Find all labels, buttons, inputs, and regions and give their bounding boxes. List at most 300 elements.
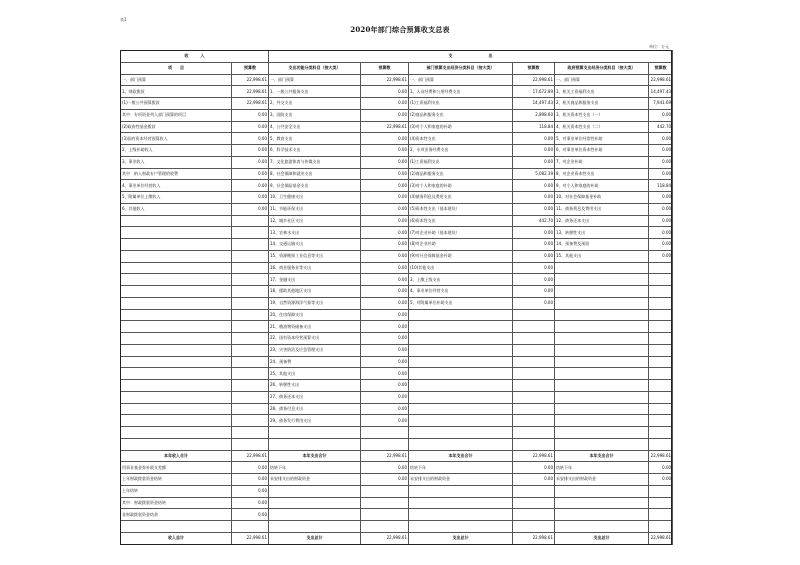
- page-title: 2020年部门综合预算收支总表: [350, 25, 450, 34]
- item-cell: 9、社会保险基金支出: [269, 180, 361, 192]
- table-row: [121, 474, 673, 486]
- item-cell: [555, 321, 649, 333]
- table-row: [121, 121, 673, 133]
- item-cell: (3)对个人和家庭的补助: [409, 121, 513, 133]
- amount-cell: [649, 333, 673, 345]
- amount-cell: [232, 309, 269, 321]
- item-cell: 一、部门预算: [269, 74, 361, 86]
- amount-cell: [649, 297, 673, 309]
- item-cell: 未安排支出的财政资金: [269, 474, 361, 486]
- amount-cell: 0.00: [513, 297, 555, 309]
- col-func-header: 支出功能分类科目（按大类）: [269, 62, 361, 74]
- item-cell: [555, 391, 649, 403]
- amount-cell: 0.00: [361, 86, 409, 98]
- item-cell: 21、粮油物资储备支出: [269, 321, 361, 333]
- amount-cell: [649, 403, 673, 415]
- item-cell: 一、部门预算: [555, 74, 649, 86]
- amount-cell: 0.00: [361, 192, 409, 204]
- item-cell: [409, 485, 513, 497]
- amount-cell: 442.70: [513, 215, 555, 227]
- item-cell: 结转下年: [269, 462, 361, 474]
- amount-cell: 0.00: [232, 474, 269, 486]
- item-cell: 3、事业收入: [121, 156, 232, 168]
- item-cell: (3)对个人和家庭的补助: [409, 180, 513, 192]
- table-row: [121, 192, 673, 204]
- table-number-label: 表1: [120, 17, 127, 22]
- amount-cell: 0.00: [361, 368, 409, 380]
- amount-cell: 0.00: [361, 391, 409, 403]
- item-cell: 22、国有资本经营预算支出: [269, 333, 361, 345]
- amount-cell: [649, 344, 673, 356]
- amount-cell: [513, 391, 555, 403]
- amount-cell: 118.84: [649, 180, 673, 192]
- item-cell: [121, 321, 232, 333]
- item-cell: 支出总计: [269, 532, 361, 544]
- item-cell: [121, 403, 232, 415]
- item-cell: 18、援助其他地区支出: [269, 286, 361, 298]
- item-cell: 上年财政拨款资金结转: [121, 474, 232, 486]
- amount-cell: 22,998.61: [361, 121, 409, 133]
- amount-cell: 0.00: [649, 250, 673, 262]
- amount-cell: 0.00: [232, 121, 269, 133]
- item-cell: 支出总计: [555, 532, 649, 544]
- item-cell: 1、财政拨款: [121, 86, 232, 98]
- amount-cell: 2,898.60: [513, 109, 555, 121]
- item-cell: 其中：专项资金列入部门预算的项目: [121, 109, 232, 121]
- table-row: [121, 168, 673, 180]
- item-cell: 支出总计: [409, 532, 513, 544]
- item-cell: 14、交通运输支出: [269, 239, 361, 251]
- table-row: [121, 215, 673, 227]
- item-cell: 结转下年: [555, 462, 649, 474]
- amount-cell: 0.00: [513, 250, 555, 262]
- amount-cell: 0.00: [361, 227, 409, 239]
- col-budget-header: 预算数: [649, 62, 673, 74]
- item-cell: 10、卫生健康支出: [269, 192, 361, 204]
- amount-cell: 14,497.43: [649, 86, 673, 98]
- table-row: [121, 309, 673, 321]
- item-cell: [555, 509, 649, 521]
- amount-cell: [513, 380, 555, 392]
- amount-cell: 0.00: [513, 203, 555, 215]
- amount-cell: [232, 215, 269, 227]
- item-cell: 12、债务还本支出: [555, 215, 649, 227]
- amount-cell: [649, 286, 673, 298]
- amount-cell: [361, 485, 409, 497]
- item-cell: 1、一般公共服务支出: [269, 86, 361, 98]
- item-cell: [121, 227, 232, 239]
- item-cell: [269, 485, 361, 497]
- amount-cell: 22,998.61: [361, 532, 409, 544]
- amount-cell: [232, 250, 269, 262]
- amount-cell: [649, 356, 673, 368]
- item-cell: 29、债务发行费用支出: [269, 415, 361, 427]
- amount-cell: [649, 485, 673, 497]
- item-cell: (2)商品和服务支出: [409, 168, 513, 180]
- amount-cell: 0.00: [361, 274, 409, 286]
- item-cell: [121, 215, 232, 227]
- amount-cell: [361, 438, 409, 450]
- table-row: [121, 391, 673, 403]
- item-cell: 收入总计: [121, 532, 232, 544]
- amount-cell: [361, 427, 409, 439]
- item-cell: 5、对事业单位经常性补助: [555, 133, 649, 145]
- amount-cell: 0.00: [649, 474, 673, 486]
- item-cell: 9、对个人和家庭的补助: [555, 180, 649, 192]
- amount-cell: [361, 497, 409, 509]
- amount-cell: [361, 521, 409, 533]
- item-cell: [555, 368, 649, 380]
- table-row: [121, 145, 673, 157]
- amount-cell: [649, 368, 673, 380]
- amount-cell: 22,998.61: [361, 74, 409, 86]
- item-cell: 8、对企业资本性支出: [555, 168, 649, 180]
- table-row: [121, 485, 673, 497]
- amount-cell: [649, 262, 673, 274]
- amount-cell: 0.00: [513, 192, 555, 204]
- amount-cell: [232, 427, 269, 439]
- amount-cell: 0.00: [649, 133, 673, 145]
- item-cell: 5、教育支出: [269, 133, 361, 145]
- amount-cell: [649, 497, 673, 509]
- amount-cell: 0.00: [513, 227, 555, 239]
- amount-cell: 0.00: [361, 180, 409, 192]
- item-cell: 一、部门预算: [409, 74, 513, 86]
- amount-cell: 5,082.39: [513, 168, 555, 180]
- item-cell: 本年支出合计: [269, 450, 361, 462]
- item-cell: [555, 356, 649, 368]
- amount-cell: [513, 344, 555, 356]
- table-row: [121, 203, 673, 215]
- item-cell: [409, 333, 513, 345]
- table-row: [121, 156, 673, 168]
- item-cell: 13、转移性支出: [555, 227, 649, 239]
- amount-cell: 22,998.61: [649, 532, 673, 544]
- item-cell: 7、对企业补助: [555, 156, 649, 168]
- item-cell: 上年结转: [121, 485, 232, 497]
- header-row-group: [121, 51, 673, 63]
- amount-cell: [232, 274, 269, 286]
- amount-cell: 0.00: [232, 180, 269, 192]
- amount-cell: [232, 262, 269, 274]
- amount-cell: 22,998.61: [513, 74, 555, 86]
- item-cell: 4、事业单位经营收入: [121, 180, 232, 192]
- amount-cell: 442.70: [649, 121, 673, 133]
- item-cell: 25、其他支出: [269, 368, 361, 380]
- amount-cell: 0.00: [649, 156, 673, 168]
- item-cell: (1)工资福利支出: [409, 98, 513, 110]
- item-cell: 26、转移性支出: [269, 380, 361, 392]
- amount-cell: [513, 497, 555, 509]
- amount-cell: 0.00: [513, 274, 555, 286]
- item-cell: 本年收入合计: [121, 450, 232, 462]
- amount-cell: 0.00: [232, 133, 269, 145]
- amount-cell: 118.84: [513, 121, 555, 133]
- item-cell: [409, 521, 513, 533]
- amount-cell: [513, 521, 555, 533]
- amount-cell: [232, 356, 269, 368]
- item-cell: [555, 333, 649, 345]
- item-cell: 未安排支出的财政资金: [555, 474, 649, 486]
- amount-cell: 22,998.61: [232, 532, 269, 544]
- item-cell: 未安排支出的财政资金: [409, 474, 513, 486]
- amount-cell: [232, 333, 269, 345]
- amount-cell: 0.00: [232, 145, 269, 157]
- item-cell: 12、城乡社区支出: [269, 215, 361, 227]
- amount-cell: 0.00: [513, 462, 555, 474]
- item-cell: 11、节能环保支出: [269, 203, 361, 215]
- amount-cell: [513, 309, 555, 321]
- item-cell: [269, 438, 361, 450]
- amount-cell: 0.00: [649, 215, 673, 227]
- item-cell: 16、商业服务业等支出: [269, 262, 361, 274]
- item-cell: 10、对社会保障基金补助: [555, 192, 649, 204]
- table-row: [121, 321, 673, 333]
- item-cell: 用事业基金弥补收支差额: [121, 462, 232, 474]
- item-cell: [121, 427, 232, 439]
- item-cell: [555, 309, 649, 321]
- amount-cell: 0.00: [649, 203, 673, 215]
- item-cell: 2、上级补助收入: [121, 145, 232, 157]
- item-cell: [121, 368, 232, 380]
- amount-cell: 22,998.61: [649, 450, 673, 462]
- item-cell: [409, 438, 513, 450]
- amount-cell: [649, 274, 673, 286]
- amount-cell: [513, 321, 555, 333]
- amount-cell: 0.00: [513, 286, 555, 298]
- item-cell: [121, 286, 232, 298]
- item-cell: 6、其他收入: [121, 203, 232, 215]
- amount-cell: [513, 333, 555, 345]
- item-cell: 其中：财政拨款资金结转: [121, 497, 232, 509]
- table-row: [121, 415, 673, 427]
- item-cell: [269, 497, 361, 509]
- table-row: [121, 250, 673, 262]
- item-cell: [409, 497, 513, 509]
- item-cell: [409, 380, 513, 392]
- table-row: [121, 227, 673, 239]
- item-cell: [555, 262, 649, 274]
- item-cell: [121, 438, 232, 450]
- item-cell: 3、国防支出: [269, 109, 361, 121]
- item-cell: 15、资源勘探工业信息等支出: [269, 250, 361, 262]
- amount-cell: 22,998.61: [513, 450, 555, 462]
- amount-cell: 0.00: [232, 485, 269, 497]
- amount-cell: 0.00: [361, 333, 409, 345]
- item-cell: [121, 356, 232, 368]
- amount-cell: 0.00: [361, 133, 409, 145]
- item-cell: 28、债务付息支出: [269, 403, 361, 415]
- amount-cell: 0.00: [361, 156, 409, 168]
- col-budget-header: 预算数: [361, 62, 409, 74]
- table-row: [121, 497, 673, 509]
- amount-cell: [649, 309, 673, 321]
- table-row: [121, 74, 673, 86]
- amount-cell: [232, 438, 269, 450]
- table-row: [121, 333, 673, 345]
- item-cell: 14、预备费及预留: [555, 239, 649, 251]
- item-cell: (4)资本性支出: [409, 133, 513, 145]
- amount-cell: 22,998.61: [232, 74, 269, 86]
- amount-cell: 0.00: [232, 203, 269, 215]
- item-cell: [121, 391, 232, 403]
- item-cell: [409, 356, 513, 368]
- amount-cell: 0.00: [361, 215, 409, 227]
- table-row: [121, 133, 673, 145]
- item-cell: [555, 380, 649, 392]
- item-cell: 15、其他支出: [555, 250, 649, 262]
- amount-cell: [232, 239, 269, 251]
- item-cell: [409, 427, 513, 439]
- item-cell: [121, 415, 232, 427]
- amount-cell: 0.00: [232, 509, 269, 521]
- amount-cell: 0.00: [361, 356, 409, 368]
- amount-cell: [232, 403, 269, 415]
- item-cell: [269, 521, 361, 533]
- amount-cell: 0.00: [361, 321, 409, 333]
- amount-cell: [232, 286, 269, 298]
- item-cell: 3、机关资本性支出（一）: [555, 109, 649, 121]
- item-cell: [409, 309, 513, 321]
- unit-label: 单位：万元: [649, 44, 669, 49]
- item-cell: [121, 344, 232, 356]
- table-row: [121, 438, 673, 450]
- col-econ-gov-header: 政府预算支出经济分类科目（按大类）: [555, 62, 649, 74]
- table-row: [121, 356, 673, 368]
- item-cell: (5)资本性支出（基本建设）: [409, 203, 513, 215]
- table-row: [121, 427, 673, 439]
- amount-cell: [513, 403, 555, 415]
- item-cell: [121, 297, 232, 309]
- amount-cell: [232, 391, 269, 403]
- item-cell: [269, 427, 361, 439]
- item-cell: 2、外交支出: [269, 98, 361, 110]
- col-item-header: 项 目: [121, 62, 232, 74]
- amount-cell: [232, 380, 269, 392]
- amount-cell: [232, 521, 269, 533]
- table-row: [121, 109, 673, 121]
- item-cell: [121, 521, 232, 533]
- item-cell: 2、机关商品和服务支出: [555, 98, 649, 110]
- table-row: [121, 521, 673, 533]
- item-cell: 17、金融支出: [269, 274, 361, 286]
- amount-cell: 22,998.61: [649, 74, 673, 86]
- item-cell: (8)对企业补助: [409, 239, 513, 251]
- item-cell: (6)资本性支出: [409, 215, 513, 227]
- item-cell: 4、事业单位经营支出: [409, 286, 513, 298]
- amount-cell: 22,998.61: [232, 98, 269, 110]
- amount-cell: 0.00: [232, 109, 269, 121]
- item-cell: 7、文化旅游体育与传媒支出: [269, 156, 361, 168]
- header-row-columns: [121, 62, 673, 74]
- item-cell: [555, 344, 649, 356]
- item-cell: [121, 380, 232, 392]
- amount-cell: 0.00: [513, 145, 555, 157]
- amount-cell: [649, 380, 673, 392]
- item-cell: [555, 438, 649, 450]
- amount-cell: 0.00: [232, 156, 269, 168]
- amount-cell: [649, 509, 673, 521]
- item-cell: [121, 274, 232, 286]
- item-cell: [555, 286, 649, 298]
- item-cell: [121, 239, 232, 251]
- amount-cell: 22,998.61: [361, 450, 409, 462]
- amount-cell: [513, 356, 555, 368]
- col-budget-header: 预算数: [513, 62, 555, 74]
- table-row: [121, 86, 673, 98]
- amount-cell: 22,998.61: [232, 86, 269, 98]
- item-cell: [121, 262, 232, 274]
- amount-cell: [649, 427, 673, 439]
- grand-total-row: [121, 532, 673, 544]
- item-cell: [121, 309, 232, 321]
- item-cell: [555, 415, 649, 427]
- amount-cell: 0.00: [513, 262, 555, 274]
- table-row: [121, 274, 673, 286]
- item-cell: [409, 403, 513, 415]
- item-cell: [409, 368, 513, 380]
- table-row: [121, 509, 673, 521]
- amount-cell: 0.00: [361, 403, 409, 415]
- amount-cell: [649, 521, 673, 533]
- amount-cell: [232, 297, 269, 309]
- item-cell: (4)债务利息及费用支出: [409, 192, 513, 204]
- item-cell: [555, 521, 649, 533]
- amount-cell: 0.00: [361, 168, 409, 180]
- item-cell: (1)工资福利支出: [409, 156, 513, 168]
- amount-cell: [361, 509, 409, 521]
- item-cell: [555, 485, 649, 497]
- item-cell: 非财政拨款资金结余: [121, 509, 232, 521]
- item-cell: 8、社会保障和就业支出: [269, 168, 361, 180]
- table-row: [121, 462, 673, 474]
- item-cell: [409, 344, 513, 356]
- item-cell: 11、债务利息及费用支出: [555, 203, 649, 215]
- item-cell: [121, 250, 232, 262]
- item-cell: [121, 333, 232, 345]
- amount-cell: 0.00: [361, 250, 409, 262]
- amount-cell: [232, 321, 269, 333]
- amount-cell: 0.00: [513, 474, 555, 486]
- item-cell: 23、灾害防治及应急管理支出: [269, 344, 361, 356]
- amount-cell: [513, 438, 555, 450]
- amount-cell: 0.00: [232, 168, 269, 180]
- amount-cell: 0.00: [361, 98, 409, 110]
- item-cell: [555, 297, 649, 309]
- item-cell: 4、机关资本性支出（二）: [555, 121, 649, 133]
- amount-cell: 0.00: [649, 168, 673, 180]
- amount-cell: 0.00: [361, 415, 409, 427]
- amount-cell: 0.00: [649, 192, 673, 204]
- item-cell: 27、债务还本支出: [269, 391, 361, 403]
- table-row: [121, 297, 673, 309]
- item-cell: 4、公共安全支出: [269, 121, 361, 133]
- item-cell: 5、对附属单位补助支出: [409, 297, 513, 309]
- amount-cell: 0.00: [361, 462, 409, 474]
- amount-cell: 0.00: [361, 297, 409, 309]
- amount-cell: 0.00: [361, 239, 409, 251]
- item-cell: 一、部门预算: [121, 74, 232, 86]
- expense-header: 支 出: [269, 51, 673, 63]
- item-cell: [409, 509, 513, 521]
- item-cell: 24、预备费: [269, 356, 361, 368]
- amount-cell: 0.00: [361, 380, 409, 392]
- item-cell: [555, 403, 649, 415]
- amount-cell: 0.00: [361, 474, 409, 486]
- table-row: [121, 262, 673, 274]
- item-cell: (1)一般公共预算拨款: [121, 98, 232, 110]
- amount-cell: 0.00: [232, 192, 269, 204]
